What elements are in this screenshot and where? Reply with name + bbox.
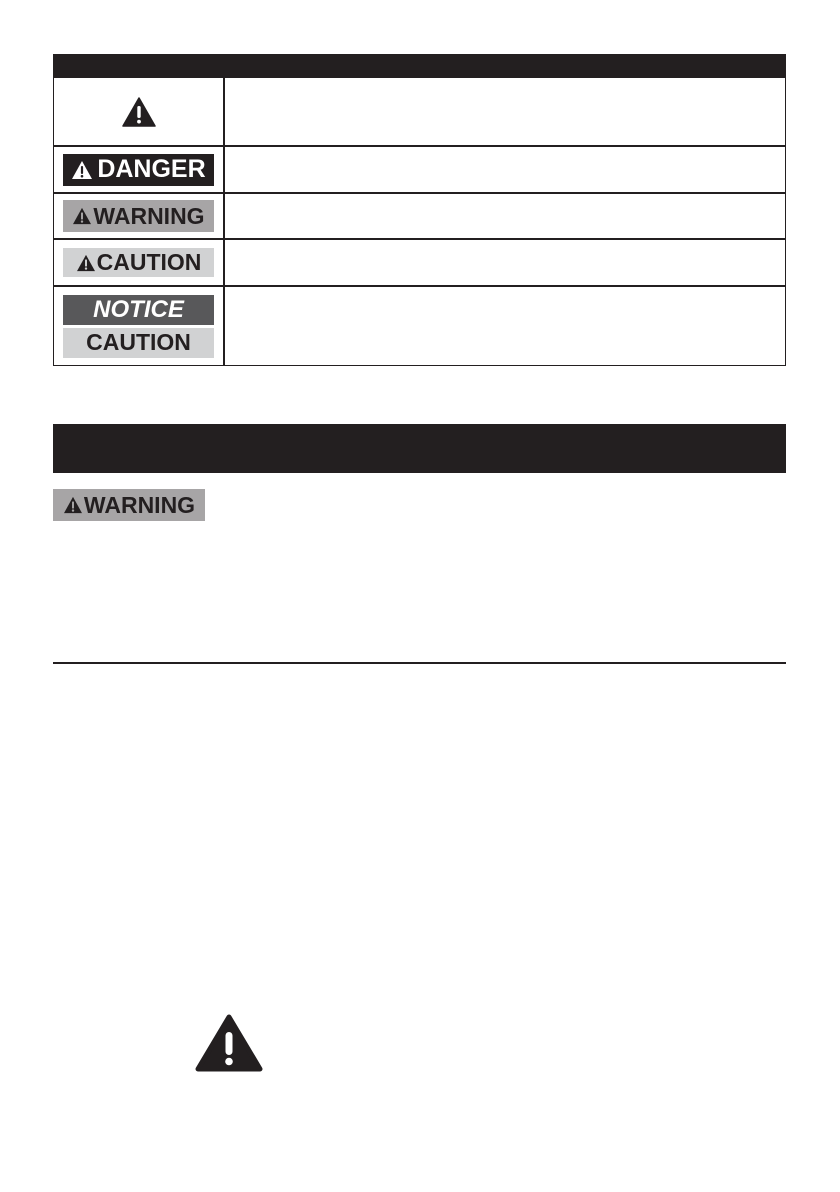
warning-signal-label bbox=[63, 200, 214, 232]
caution-text: CAUTION bbox=[96, 249, 202, 275]
safety-alert-icon bbox=[122, 97, 156, 127]
alert-triangle-icon bbox=[72, 207, 92, 225]
table-description-cell bbox=[225, 194, 785, 238]
notice-signal-label bbox=[63, 295, 214, 325]
table-header-bar bbox=[53, 54, 786, 78]
alert-triangle-icon bbox=[63, 496, 83, 514]
large-safety-alert-icon bbox=[195, 1014, 263, 1072]
section-warning-text: WARNING bbox=[83, 491, 196, 518]
danger-text: DANGER bbox=[97, 155, 206, 183]
table-row bbox=[54, 287, 223, 365]
table-description-cell bbox=[225, 287, 785, 365]
table-row bbox=[54, 147, 223, 192]
table-description-cell bbox=[225, 147, 785, 192]
section-header-bar bbox=[53, 424, 786, 473]
alert-triangle-icon bbox=[76, 254, 96, 272]
notice-text: NOTICE bbox=[93, 295, 184, 323]
table-row bbox=[54, 78, 223, 145]
danger-signal-label bbox=[63, 154, 214, 186]
table-row bbox=[54, 194, 223, 238]
symbol-table bbox=[53, 78, 786, 366]
table-row bbox=[54, 240, 223, 285]
caution-plain-text: CAUTION bbox=[86, 329, 191, 355]
alert-triangle-icon bbox=[71, 160, 93, 180]
caution-signal-label bbox=[63, 248, 214, 277]
section-warning-label bbox=[53, 489, 205, 521]
section-divider bbox=[53, 662, 786, 664]
caution-plain-signal-label bbox=[63, 328, 214, 358]
table-description-cell bbox=[225, 78, 785, 145]
table-description-cell bbox=[225, 240, 785, 285]
warning-text: WARNING bbox=[93, 202, 205, 229]
